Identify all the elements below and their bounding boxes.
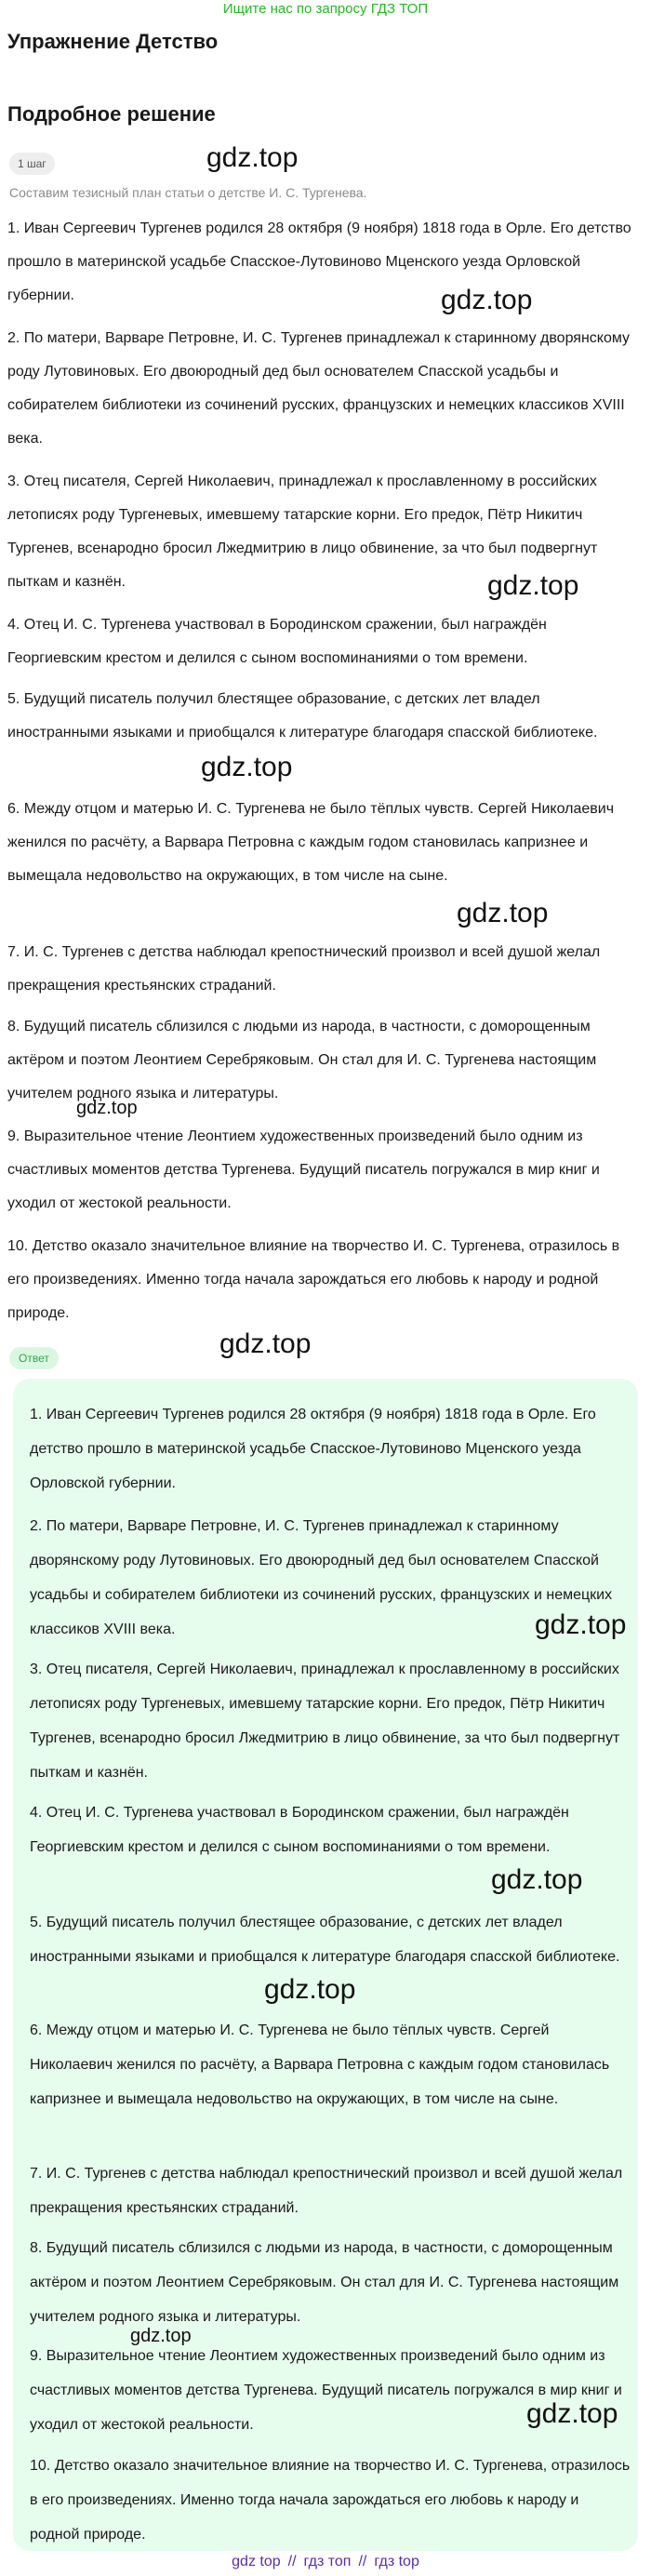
- answer-badge: Ответ: [9, 1347, 59, 1369]
- solution-item: 10. Детство оказало значительное влияние на творчество И. С. Тургенева, отразилось в его произведениях. Именно тогда начала зарождаться его любовь к народу и родной природе.: [7, 1238, 620, 1321]
- watermark: gdz.top: [219, 1328, 312, 1359]
- answer-item: 6. Между отцом и матерью И. С. Тургенева не было тёплых чувств. Сергей Николаевич женился по расчёту, а Варвара Петровна с каждым годом становилась капризнее и вымещала недовольство на окружающих, в том числе на сыне.: [30, 2022, 610, 2107]
- watermark: gdz.top: [535, 1609, 627, 1640]
- watermark: gdz.top: [491, 1864, 583, 1895]
- answer-item: 1. Иван Сергеевич Тургенев родился 28 октября (9 ноября) 1818 года в Орле. Его детство прошло в материнской усадьбе Спасское-Лутовиново Мценского уезда Орловской губернии.: [30, 1407, 596, 1491]
- step-badge: 1 шаг: [9, 153, 55, 175]
- answer-item: 9. Выразительное чтение Леонтием художественных произведений было одним из счастливых моментов детства Тургенева. Будущий писатель погружался в мир книг и уходил от жестокой реальности.: [30, 2348, 622, 2433]
- watermark: gdz.top: [441, 285, 533, 315]
- footer-separator: //: [358, 2554, 367, 2569]
- watermark: gdz.top: [264, 1974, 356, 2005]
- solution-item: 5. Будущий писатель получил блестящее образование, с детских лет владел иностранными языками и приобщался к литературе благодаря спасской библиотеке.: [7, 691, 598, 741]
- footer-link[interactable]: гдз top: [374, 2554, 419, 2569]
- watermark: gdz.top: [201, 752, 293, 782]
- watermark: gdz.top: [206, 142, 299, 173]
- solution-item: 3. Отец писателя, Сергей Николаевич, принадлежал к прославленному в российских летописях роду Тургеневых, имевшему татарские корни. Его предок, Пётр Никитич Тургенев, всенародно бросил Лжедмитрию в лицо обвинение, за что был подвергнут пыткам и казнён.: [7, 474, 598, 590]
- solution-item: 1. Иван Сергеевич Тургенев родился 28 октября (9 ноября) 1818 года в Орле. Его детство прошло в материнской усадьбе Спасское-Лутовиново Мценского уезда Орловской губернии.: [7, 220, 631, 303]
- answer-item: 8. Будущий писатель сблизился с людьми из народа, в частности, с доморощенным актёром и поэтом Леонтием Серебряковым. Он стал для И. С. Тургенева настоящим учителем родного языка и литературы.: [30, 2240, 619, 2325]
- footer-links: [0, 2552, 651, 2572]
- solution-item: 7. И. С. Тургенев с детства наблюдал крепостнический произвол и всей душой желал прекращения крестьянских страданий.: [7, 944, 601, 994]
- section-title: Подробное решение: [7, 102, 216, 126]
- page-title: Упражнение Детство: [7, 30, 219, 53]
- solution-item: 9. Выразительное чтение Леонтием художественных произведений было одним из счастливых моментов детства Тургенева. Будущий писатель погружался в мир книг и уходил от жестокой реальности.: [7, 1128, 600, 1211]
- answer-item: 2. По матери, Варваре Петровне, И. С. Тургенев принадлежал к старинному дворянскому роду Лутовиновых. Его двоюродный дед был основателем Спасской усадьбы и собирателем библиотеки из сочинений русских, французских и немецких классиков XVIII века.: [30, 1518, 613, 1637]
- watermark: gdz.top: [487, 570, 579, 601]
- promo-banner[interactable]: Ищите нас по запросу ГДЗ ТОП: [222, 1, 429, 17]
- answer-item: 4. Отец И. С. Тургенева участвовал в Бородинском сражении, был награждён Георгиевским крестом и делился с сыном воспоминаниями о том времени.: [30, 1805, 569, 1855]
- answer-item: 10. Детство оказало значительное влияние на творчество И. С. Тургенева, отразилось в его произведениях. Именно тогда начала зарождаться его любовь к народу и родной природе.: [30, 2458, 631, 2543]
- answer-item: 7. И. С. Тургенев с детства наблюдал крепостнический произвол и всей душой желал прекращения крестьянских страданий.: [30, 2166, 623, 2216]
- footer-separator: //: [287, 2554, 297, 2569]
- answer-item: 5. Будущий писатель получил блестящее образование, с детских лет владел иностранными языками и приобщался к литературе благодаря спасской библиотеке.: [30, 1915, 620, 1965]
- watermark: gdz.top: [130, 2326, 192, 2346]
- solution-item: 8. Будущий писатель сблизился с людьми из народа, в частности, с доморощенным актёром и поэтом Леонтием Серебряковым. Он стал для И. С. Тургенева настоящим учителем родного языка и литературы.: [7, 1019, 597, 1101]
- solution-item: 4. Отец И. С. Тургенева участвовал в Бородинском сражении, был награждён Георгиевским крестом и делился с сыном воспоминаниями о том времени.: [7, 617, 547, 666]
- solution-item: 6. Между отцом и матерью И. С. Тургенева не было тёплых чувств. Сергей Николаевич женился по расчёту, а Варвара Петровна с каждым годом становилась капризнее и вымещала недовольство на окружающих, в том числе на сыне.: [7, 801, 615, 884]
- answer-item: 3. Отец писателя, Сергей Николаевич, принадлежал к прославленному в российских летописях роду Тургеневых, имевшему татарские корни. Его предок, Пётр Никитич Тургенев, всенародно бросил Лжедмитрию в лицо обвинение, за что был подвергнут пыткам и казнён.: [30, 1662, 620, 1781]
- step-description: Составим тезисный план статьи о детстве И. С. Тургенева.: [9, 185, 367, 200]
- footer-link[interactable]: gdz top: [232, 2554, 281, 2569]
- watermark: gdz.top: [76, 1098, 138, 1118]
- watermark: gdz.top: [526, 2398, 618, 2429]
- watermark: gdz.top: [457, 898, 549, 928]
- footer-link[interactable]: гдз топ: [303, 2554, 352, 2569]
- solution-item: 2. По матери, Варваре Петровне, И. С. Тургенев принадлежал к старинному дворянскому роду Лутовиновых. Его двоюродный дед был основателем Спасской усадьбы и собирателем библиотеки из сочинений русских, французских и немецких классиков XVIII века.: [7, 330, 631, 447]
